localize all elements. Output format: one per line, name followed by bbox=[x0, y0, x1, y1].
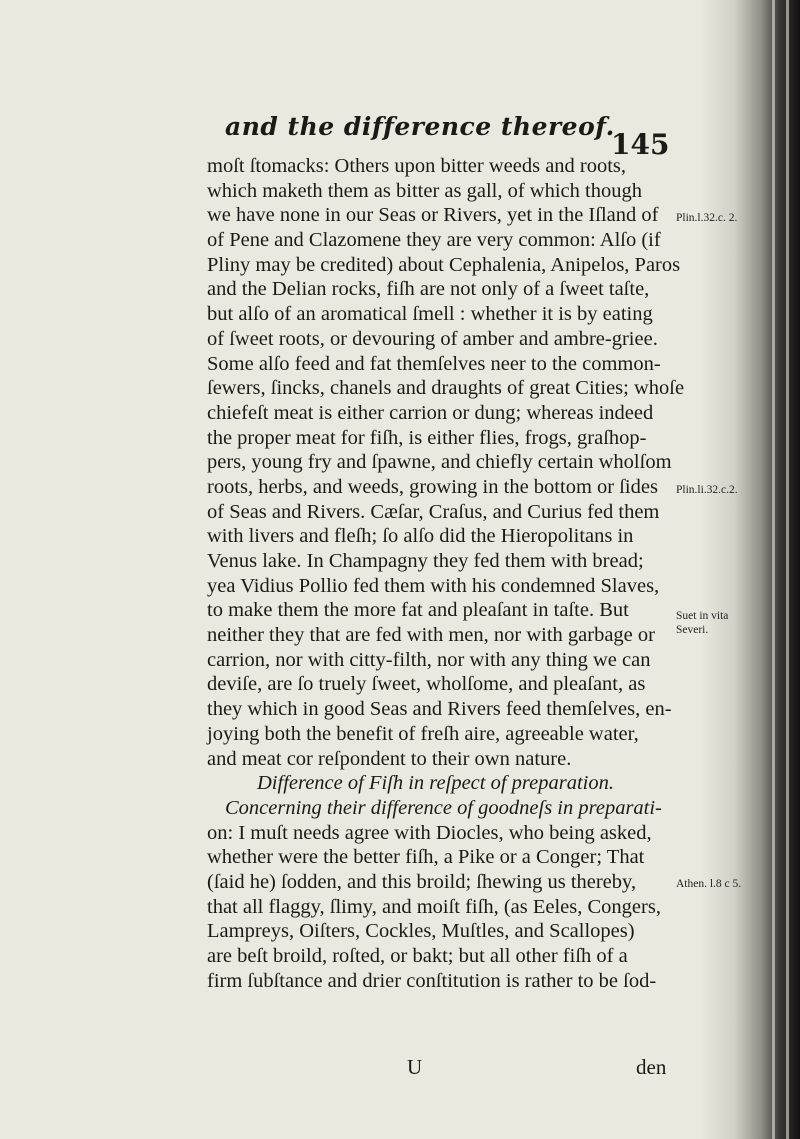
text-line: Some alſo feed and fat themſelves neer to the common- bbox=[207, 352, 661, 375]
text-line: on: I muſt needs agree with Diocles, who being asked, bbox=[207, 821, 652, 844]
section-heading: Difference of Fiſh in reſpect of preparation. bbox=[257, 772, 614, 795]
text-line: yea Vidius Pollio fed them with his condemned Slaves, bbox=[207, 574, 660, 597]
page-number: 145 bbox=[611, 128, 670, 161]
text-line: and the Delian rocks, fiſh are not only of a ſweet taſte, bbox=[207, 278, 650, 301]
margin-note: Plin.li.32.c.2. bbox=[676, 484, 738, 496]
body-text bbox=[207, 154, 685, 993]
text-line: Lampreys, Oiſters, Cockles, Muſtles, and Scallopes) bbox=[207, 920, 635, 943]
text-line: of Pene and Clazomene they are very common: Alſo (if bbox=[207, 229, 661, 252]
text-line: but alſo of an aromatical ſmell : whether it is by eating bbox=[207, 303, 653, 326]
text-line: Concerning their difference of goodneſs in preparati- bbox=[225, 796, 662, 819]
text-line: with livers and fleſh; ſo alſo did the Hieropolitans in bbox=[207, 525, 634, 548]
text-line: to make them the more fat and pleaſant in taſte. But bbox=[207, 599, 629, 622]
text-line: roots, herbs, and weeds, growing in the bottom or ſides bbox=[207, 475, 658, 498]
text-line: whether were the better fiſh, a Pike or a Conger; That bbox=[207, 846, 645, 869]
text-line: (ſaid he) ſodden, and this broild; ſhewing us thereby, bbox=[207, 870, 637, 893]
text-line: are beſt broild, roſted, or bakt; but all other fiſh of a bbox=[207, 945, 628, 967]
text-line: joying both the benefit of freſh aire, agreeable water, bbox=[207, 722, 639, 745]
margin-note: Plin.l.32.c. 2. bbox=[676, 212, 738, 224]
text-line: of Seas and Rivers. Cæſar, Craſus, and Curius fed them bbox=[207, 500, 660, 523]
text-line: chiefeſt meat is either carrion or dung; whereas indeed bbox=[207, 401, 654, 424]
running-head: and the difference thereof. bbox=[225, 112, 615, 141]
text-line: they which in good Seas and Rivers feed themſelves, en- bbox=[207, 698, 672, 721]
binding-stripe bbox=[772, 0, 775, 1139]
margin-note: Severi. bbox=[676, 624, 709, 636]
text-line: firm ſubſtance and drier conſtitution is rather to be ſod- bbox=[207, 969, 657, 992]
margin-note: Suet in vita bbox=[676, 610, 729, 622]
text-line: of ſweet roots, or devouring of amber and ambre-griee. bbox=[207, 327, 658, 350]
text-line: which maketh them as bitter as gall, of which though bbox=[207, 179, 642, 202]
book-binding-shadow bbox=[700, 0, 800, 1139]
text-line: ſewers, ſincks, chanels and draughts of great Cities; whoſe bbox=[207, 377, 685, 400]
text-line: Pliny may be credited) about Cephalenia, Anipelos, Paros bbox=[207, 253, 681, 276]
text-line: the proper meat for fiſh, is either flies, frogs, graſhop- bbox=[207, 426, 647, 449]
catchword: den bbox=[636, 1055, 667, 1079]
text-line: neither they that are fed with men, nor with garbage or bbox=[207, 624, 655, 647]
text-line: and meat cor reſpondent to their own nature. bbox=[207, 747, 572, 770]
text-line: Venus lake. In Champagny they fed them with bread; bbox=[207, 550, 644, 572]
page-header bbox=[0, 112, 800, 161]
binding-stripe bbox=[786, 0, 789, 1139]
text-line: moſt ſtomacks: Others upon bitter weeds and roots, bbox=[207, 155, 627, 177]
text-line: pers, young fry and ſpawne, and chiefly certain wholſom bbox=[207, 451, 672, 474]
text-line: deviſe, are ſo truely ſweet, wholſome, and pleaſant, as bbox=[207, 673, 646, 696]
signature-mark: U bbox=[407, 1055, 423, 1079]
text-line: carrion, nor with citty-filth, nor with any thing we can bbox=[207, 648, 651, 671]
text-line: we have none in our Seas or Rivers, yet in the Iſland of bbox=[207, 204, 659, 227]
margin-note: Athen. l.8 c 5. bbox=[676, 878, 742, 890]
text-line: that all flaggy, ſlimy, and moiſt fiſh, (as Eeles, Congers, bbox=[207, 895, 661, 918]
